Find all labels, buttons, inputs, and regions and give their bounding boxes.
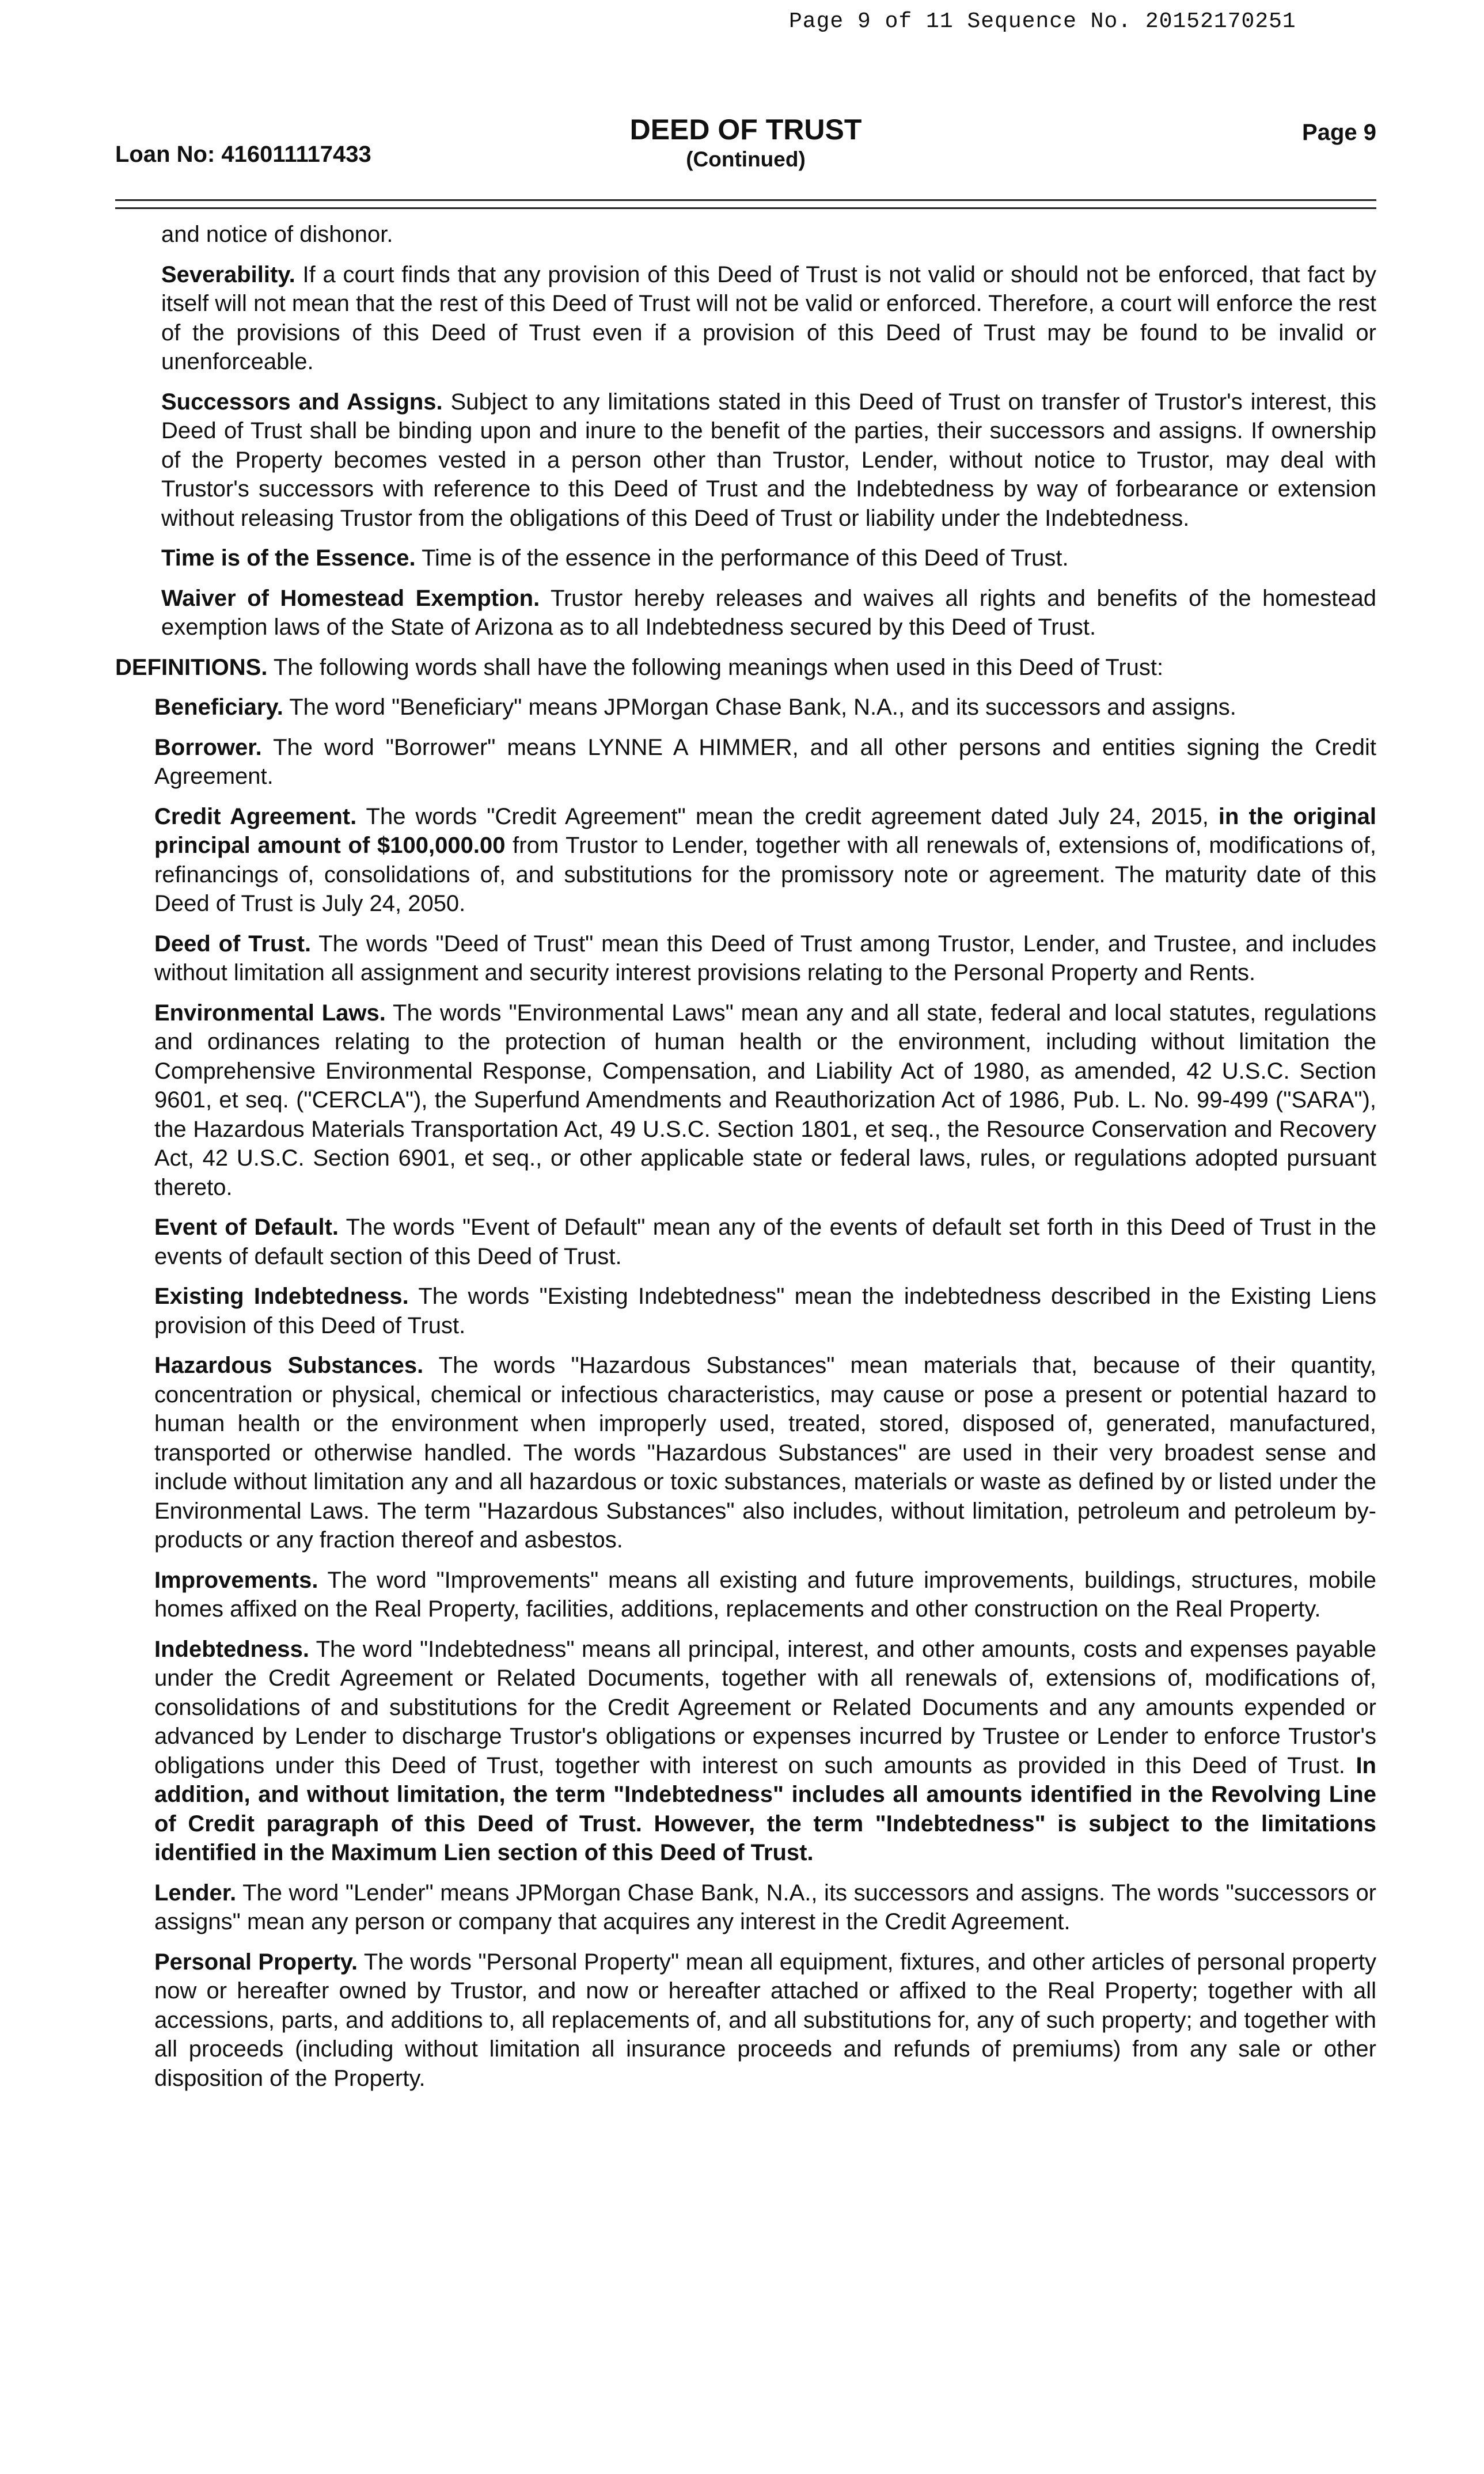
heading-homestead: Waiver of Homestead Exemption. [161,585,540,611]
loan-number: Loan No: 416011117433 [115,142,371,167]
paragraph-successors [115,388,1376,533]
heading-credit-agreement: Credit Agreement. [154,803,357,829]
page-number: Page 9 [1302,120,1376,145]
paragraph-severability [115,260,1376,377]
text-indebtedness: The word "Indebtedness" means all principal, interest, and other amounts, costs and expenses payable under the Credit Agreement or Related Documents, together with all renewals of, extensions of, modifications of, consolidations of and substitutions for the Credit Agreement or Related Documents and any amounts expended or advanced by Lender to discharge Trustor's obligations or expenses incurred by Trustee or Lender to enforce Trustor's obligations under this Deed of Trust, together with interest on such amounts as provided in this Deed of Trust. [154,1636,1376,1778]
heading-beneficiary: Beneficiary. [154,695,283,720]
text-credit-agreement-1: The words "Credit Agreement" mean the credit agreement dated July 24, 2015, [366,803,1209,829]
text-event-of-default: The words "Event of Default" mean any of the events of default set forth in this Deed of Trust in the events of default section of this Deed of Trust. [154,1215,1377,1269]
header-divider [115,199,1376,201]
text-deed-of-trust: The words "Deed of Trust" mean this Deed of Trust among Trustor, Lender, and Trustee, and includes without limitation all assignment and security interest provisions relating to the Personal Property and Rents. [154,931,1377,985]
heading-hazardous-substances: Hazardous Substances. [154,1353,424,1378]
heading-existing-indebtedness: Existing Indebtedness. [154,1284,409,1309]
sequence-header: Page 9 of 11 Sequence No. 20152170251 [789,9,1296,34]
text-successors: Subject to any limitations stated in this Deed of Trust on transfer of Trustor's interest, this Deed of Trust shall be binding upon and inure to the benefit of the parties, their successors and assigns. If ownership of the Property becomes vested in a person other than Trustor, Lender, without notice to Trustor, may deal with Trustor's successors with reference to this Deed of Trust and the Indebtedness by way of forbearance or extension without releasing Trustor from the obligations of this Deed of Trust or liability under the Indebtedness. [161,389,1376,531]
heading-lender: Lender. [154,1880,237,1906]
text-credit-agreement-bold: in the original principal amount of $100,000.00 [154,803,1376,858]
heading-severability: Severability. [161,261,295,287]
header-divider-double [115,207,1376,209]
definition-credit-agreement [115,802,1376,919]
text-homestead: Trustor hereby releases and waives all rights and benefits of the homestead exemption laws of the State of Arizona as to all Indebtedness secured by this Deed of Trust. [161,585,1377,640]
text-borrower: The word "Borrower" means LYNNE A HIMMER, and all other persons and entities signing the Credit Agreement. [154,734,1376,789]
heading-indebtedness: Indebtedness. [154,1636,309,1662]
definition-deed-of-trust [115,929,1376,988]
text-existing-indebtedness: The words "Existing Indebtedness" mean the indebtedness described in the Existing Liens provision of this Deed of Trust. [154,1284,1376,1338]
text-time-essence: Time is of the essence in the performance of this Deed of Trust. [422,545,1069,571]
text-credit-agreement-2: from Trustor to Lender, together with all renewals of, extensions of, modifications of, refinancings of, consolidations of, and substitutions for the promissory note or agreement. The maturity date of this Deed of Trust is July 24, 2050. [154,833,1377,916]
definition-personal-property [115,1948,1376,2093]
heading-borrower: Borrower. [154,734,262,760]
heading-environmental-laws: Environmental Laws. [154,1000,386,1026]
document-body [115,220,1376,2104]
paragraph-definitions [115,653,1376,682]
paragraph-homestead [115,584,1376,642]
heading-personal-property: Personal Property. [154,1949,358,1975]
text-definitions: The following words shall have the following meanings when used in this Deed of Trust: [273,654,1164,680]
definition-borrower [115,733,1376,791]
heading-successors: Successors and Assigns. [161,389,443,415]
heading-improvements: Improvements. [154,1567,318,1593]
definition-event-of-default [115,1213,1376,1271]
definition-indebtedness [115,1635,1376,1868]
definition-environmental-laws [115,999,1376,1202]
paragraph-time-essence [115,544,1376,573]
definition-improvements [115,1566,1376,1624]
definition-lender [115,1879,1376,1937]
definition-hazardous-substances [115,1351,1376,1555]
text-hazardous-substances: The words "Hazardous Substances" mean materials that, because of their quantity, concentration or physical, chemical or infectious characteristics, may cause or pose a present or potential hazard to human health or the environment when improperly used, treated, stored, disposed of, generated, manufactured, transported or otherwise handled. The words "Hazardous Substances" are used in their very broadest sense and include without limitation any and all hazardous or toxic substances, materials or waste as defined by or listed under the Environmental Laws. The term "Hazardous Substances" also includes, without limitation, petroleum and petroleum by-products or any fraction thereof and asbestos. [154,1353,1377,1553]
text-beneficiary: The word "Beneficiary" means JPMorgan Chase Bank, N.A., and its successors and assigns. [289,695,1236,720]
heading-definitions: DEFINITIONS. [115,654,268,680]
continued-label: (Continued) [686,147,806,171]
definition-existing-indebtedness [115,1282,1376,1340]
document-title: DEED OF TRUST [629,113,862,146]
text-personal-property: The words "Personal Property" mean all equipment, fixtures, and other articles of personal property now or hereafter owned by Trustor, and now or hereafter attached or affixed to the Real Property; together with all accessions, parts, and additions to, all replacements of, and all substitutions for, any of such property; and together with all proceeds (including without limitation all insurance proceeds and refunds of premiums) from any sale or other disposition of the Property. [154,1949,1377,2091]
definition-beneficiary [115,693,1376,722]
paragraph-dishonor: and notice of dishonor. [161,222,393,247]
text-environmental-laws: The words "Environmental Laws" mean any and all state, federal and local statutes, regulations and ordinances relating to the protection of human health or the environment, including without limitation the Comprehensive Environmental Response, Compensation, and Liability Act of 1980, as amended, 42 U.S.C. Section 9601, et seq. ("CERCLA"), the Superfund Amendments and Reauthorization Act of 1986, Pub. L. No. 99-499 ("SARA"), the Hazardous Materials Transportation Act, 49 U.S.C. Section 1801, et seq., the Resource Conservation and Recovery Act, 42 U.S.C. Section 6901, et seq., or other applicable state or federal laws, rules, or regulations adopted pursuant thereto. [154,1000,1376,1200]
heading-event-of-default: Event of Default. [154,1215,339,1240]
text-lender: The word "Lender" means JPMorgan Chase Bank, N.A., its successors and assigns. The words "successors or assigns" mean any person or company that acquires any interest in the Credit Agreement. [154,1880,1377,1934]
heading-time-essence: Time is of the Essence. [161,545,416,571]
text-improvements: The word "Improvements" means all existing and future improvements, buildings, structures, mobile homes affixed on the Real Property, facilities, additions, replacements and other construction on the Real Property. [154,1567,1377,1622]
text-indebtedness-bold: In addition, and without limitation, the term "Indebtedness" includes all amounts identified in the Revolving Line of Credit paragraph of this Deed of Trust. However, the term "Indebtedness" is subject to the limitations identified in the Maximum Lien section of this Deed of Trust. [154,1752,1376,1865]
page-header [115,113,1376,176]
heading-deed-of-trust: Deed of Trust. [154,931,312,957]
text-severability: If a court finds that any provision of this Deed of Trust is not valid or should not be enforced, that fact by itself will not mean that the rest of this Deed of Trust will not be valid or enforced. Therefore, a court will enforce the rest of the provisions of this Deed of Trust even if a provision of this Deed of Trust may be found to be invalid or unenforceable. [161,261,1376,374]
